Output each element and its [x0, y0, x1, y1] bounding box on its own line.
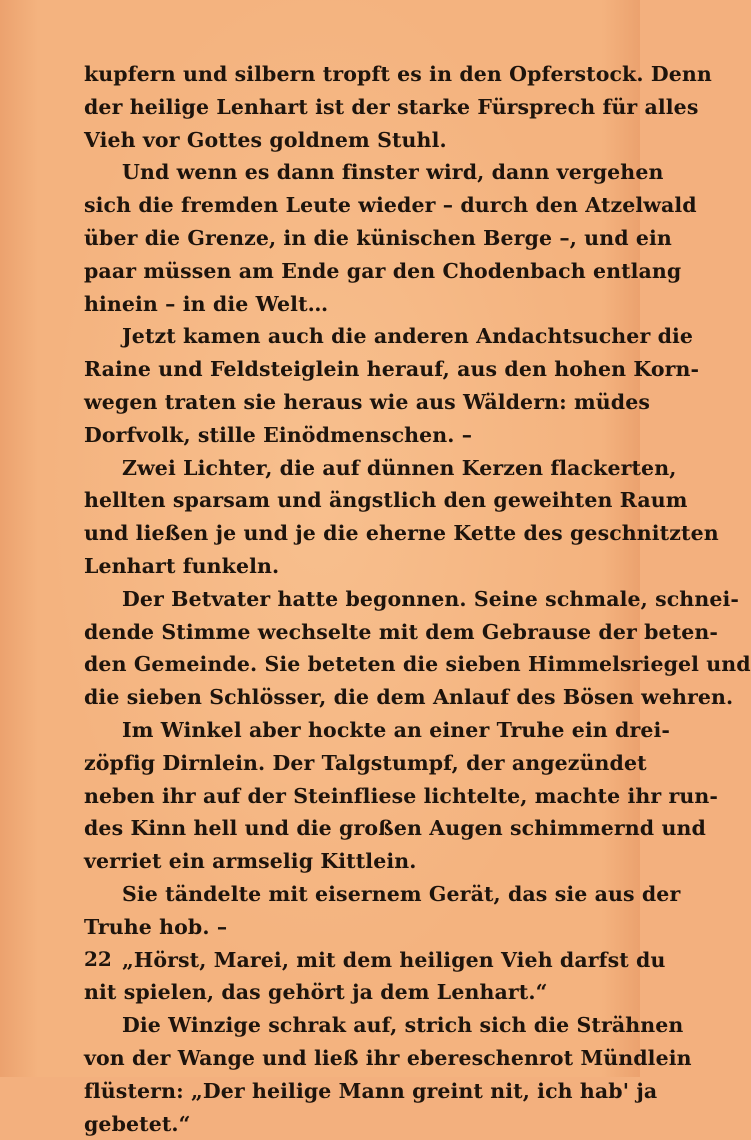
text-line: Truhe hob. –: [84, 911, 604, 944]
text-line: Vieh vor Gottes goldnem Stuhl.: [84, 124, 604, 157]
text-line: hinein – in die Welt…: [84, 288, 604, 321]
text-line: Der Betvater hatte begonnen. Seine schmale, schnei-: [84, 583, 604, 616]
text-line: Lenhart funkeln.: [84, 550, 604, 583]
text-line: Und wenn es dann finster wird, dann vergehen: [84, 156, 604, 189]
text-line: nit spielen, das gehört ja dem Lenhart.“: [84, 976, 604, 1009]
text-line: zöpfig Dirnlein. Der Talgstumpf, der angezündet: [84, 747, 604, 780]
text-line: Dorfvolk, stille Einödmenschen. –: [84, 419, 604, 452]
text-line: Zwei Lichter, die auf dünnen Kerzen flackerten,: [84, 452, 604, 485]
text-line: der heilige Lenhart ist der starke Fürsprech für alles: [84, 91, 604, 124]
text-line: Jetzt kamen auch die anderen Andachtsucher die: [84, 320, 604, 353]
text-line: hellten sparsam und ängstlich den geweihten Raum: [84, 484, 604, 517]
text-line: des Kinn hell und die großen Augen schimmernd und: [84, 812, 604, 845]
text-line: gebetet.“: [84, 1108, 604, 1140]
text-line: von der Wange und ließ ihr ebereschenrot Mündlein: [84, 1042, 604, 1075]
text-line: Sie tändelte mit eisernem Gerät, das sie aus der: [84, 878, 604, 911]
text-line: „Hörst, Marei, mit dem heiligen Vieh darfst du: [84, 944, 604, 977]
text-line: kupfern und silbern tropft es in den Opferstock. Denn: [84, 58, 604, 91]
text-line: die sieben Schlösser, die dem Anlauf des Bösen wehren.: [84, 681, 604, 714]
body-text: [84, 58, 604, 1140]
text-line: den Gemeinde. Sie beteten die sieben Himmelsriegel und: [84, 648, 604, 681]
text-line: paar müssen am Ende gar den Chodenbach entlang: [84, 255, 604, 288]
text-line: neben ihr auf der Steinfliese lichtelte, machte ihr run-: [84, 780, 604, 813]
text-line: Im Winkel aber hockte an einer Truhe ein drei-: [84, 714, 604, 747]
text-line: Raine und Feldsteiglein herauf, aus den hohen Korn-: [84, 353, 604, 386]
text-line: wegen traten sie heraus wie aus Wäldern: müdes: [84, 386, 604, 419]
text-line: flüstern: „Der heilige Mann greint nit, ich hab' ja: [84, 1075, 604, 1108]
text-line: über die Grenze, in die künischen Berge –, und ein: [84, 222, 604, 255]
page-number: 22: [84, 945, 112, 973]
text-line: sich die fremden Leute wieder – durch den Atzelwald: [84, 189, 604, 222]
text-line: verriet ein armselig Kittlein.: [84, 845, 604, 878]
text-line: dende Stimme wechselte mit dem Gebrause der beten-: [84, 616, 604, 649]
text-line: und ließen je und je die eherne Kette des geschnitzten: [84, 517, 604, 550]
text-line: Die Winzige schrak auf, strich sich die Strähnen: [84, 1009, 604, 1042]
